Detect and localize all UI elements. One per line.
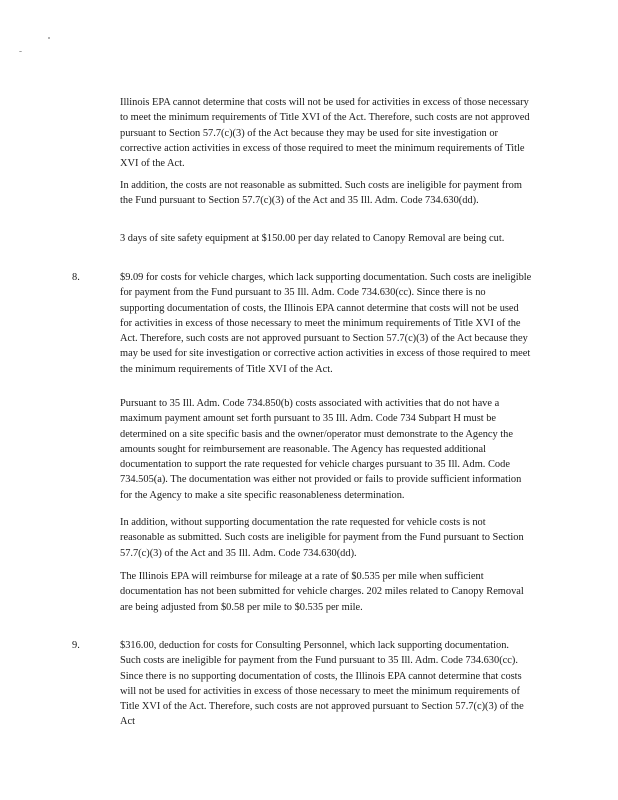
item-number-9: 9.: [72, 640, 80, 651]
paragraph-pursuant-734-850: Pursuant to 35 Ill. Adm. Code 734.850(b) costs associated with activities that do not have a maximum payment amount set forth pursuant to 35 Ill. Adm. Code 734 Subpart H must be determined on a site specific basis and the owner/operator must demonstrate to the Agency the amounts sought for reimbursement are reasonable. The Agency has requested additional documentation to support the rate requested for vehicle charges pursuant to 35 Ill. Adm. Code 734.505(a). The documentation was either not provided or fails to provide sufficient information for the Agency to make a site specific reasonableness determination.: [120, 398, 522, 501]
scan-speck: [19, 51, 22, 52]
paragraph-cost-determination: Illinois EPA cannot determine that costs will not be used for activities in excess of those necessary to meet the minimum requirements of Title XVI of the Act. Therefore, such costs are not approved pursuant to Section 57.7(c)(3) of the Act because they may be used for site investigation or corrective action activities in excess of those required to meet the minimum requirements of Title XVI of the Act.: [120, 97, 530, 170]
paragraph-mileage: The Illinois EPA will reimburse for mileage at a rate of $0.535 per mile when sufficient documentation has not been submitted for vehicle charges. 202 miles related to Canopy Removal are being adjusted from $0.58 per mile to $0.535 per mile.: [120, 571, 524, 613]
paragraph-vehicle-rate: In addition, without supporting documentation the rate requested for vehicle costs is not reasonable as submitted. Such costs are ineligible for payment from the Fund pursuant to Section 57.7(c)(3) of the Act and 35 Ill. Adm. Code 734.630(dd).: [120, 517, 524, 559]
paragraph-vehicle-charges: $9.09 for costs for vehicle charges, which lack supporting documentation. Such costs are ineligible for payment from the Fund pursuant to 35 Ill. Adm. Code 734.630(cc). Since there is no supporting documentation of costs, the Illinois EPA cannot determine that costs will not be used for activities in excess of those necessary to meet the minimum requirements of Title XVI of the Act. Therefore, such costs are not approved pursuant to Section 57.7(c)(3) of the Act because they may be used for site investigation or corrective action activities in excess of those required to meet the minimum requirements of Title XVI of the Act.: [120, 272, 532, 375]
item-number-8: 8.: [72, 272, 80, 283]
scan-speck: [48, 37, 50, 39]
paragraph-not-reasonable: In addition, the costs are not reasonable as submitted. Such costs are ineligible for payment from the Fund pursuant to Section 57.7(c)(3) of the Act and 35 Ill. Adm. Code 734.630(dd).: [120, 180, 522, 207]
paragraph-site-safety: 3 days of site safety equipment at $150.00 per day related to Canopy Removal are being cut.: [120, 233, 505, 244]
paragraph-consulting-personnel: $316.00, deduction for costs for Consulting Personnel, which lack supporting documentation. Such costs are ineligible for payment from the Fund pursuant to 35 Ill. Adm. Code 734.630(cc). Since there is no supporting documentation of costs, the Illinois EPA cannot determine that costs will not be used for activities in excess of those necessary to meet the minimum requirements of Title XVI of the Act. Therefore, such costs are not approved pursuant to Section 57.7(c)(3) of the Act: [120, 640, 524, 728]
